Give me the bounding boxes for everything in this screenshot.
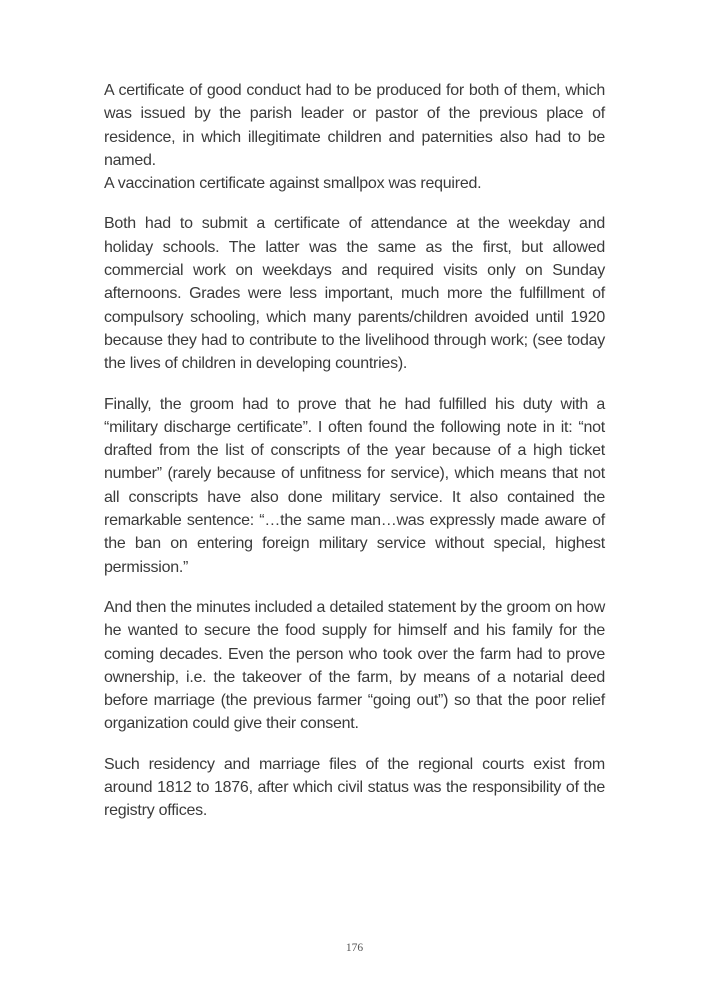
paragraph-military-discharge xyxy=(104,393,605,579)
page-number: 176 xyxy=(345,942,364,954)
paragraph-school-attendance xyxy=(104,212,605,375)
paragraph-text-vaccination: A vaccination certificate against smallpox was required. xyxy=(104,175,482,193)
paragraph-text: A certificate of good conduct had to be produced for both of them, which was issued by the parish leader or pastor of the previous place of residence, in which illegitimate children and paternities also had to be named. xyxy=(104,82,605,169)
paragraph-text: And then the minutes included a detailed statement by the groom on how he wanted to secure the food supply for himself and his family for the coming decades. Even the person who took over the farm had to prove ownership, i.e. the takeover of the farm, by means of a notarial deed before marriage (the previous farmer “going out”) so that the poor relief organization could give their consent. xyxy=(104,598,605,733)
paragraph-good-conduct xyxy=(104,79,605,195)
paragraph-text: Finally, the groom had to prove that he had fulfilled his duty with a “military discharge certificate”. I often found the following note in it: “not drafted from the list of conscripts of the year because of a high ticket number” (rarely because of unfitness for service), which means that not all conscripts have also done military service. It also contained the remarkable sentence: “…the same man…was expressly made aware of the ban on entering foreign military service without special, highest permission.” xyxy=(104,395,605,576)
paragraph-text: Both had to submit a certificate of attendance at the weekday and holiday schools. The latter was the same as the first, but allowed commercial work on weekdays and required visits only on Sunday afternoons. Grades were less important, much more the fulfillment of compulsory schooling, which many parents/children avoided until 1920 because they had to contribute to the livelihood through work; (see today the lives of children in developing countries). xyxy=(104,215,605,373)
paragraph-food-supply xyxy=(104,596,605,736)
paragraph-text: Such residency and marriage files of the regional courts exist from around 1812 to 1876, after which civil status was the responsibility of the registry offices. xyxy=(104,755,605,820)
paragraph-residency-files xyxy=(104,753,605,823)
body-text xyxy=(104,79,605,840)
